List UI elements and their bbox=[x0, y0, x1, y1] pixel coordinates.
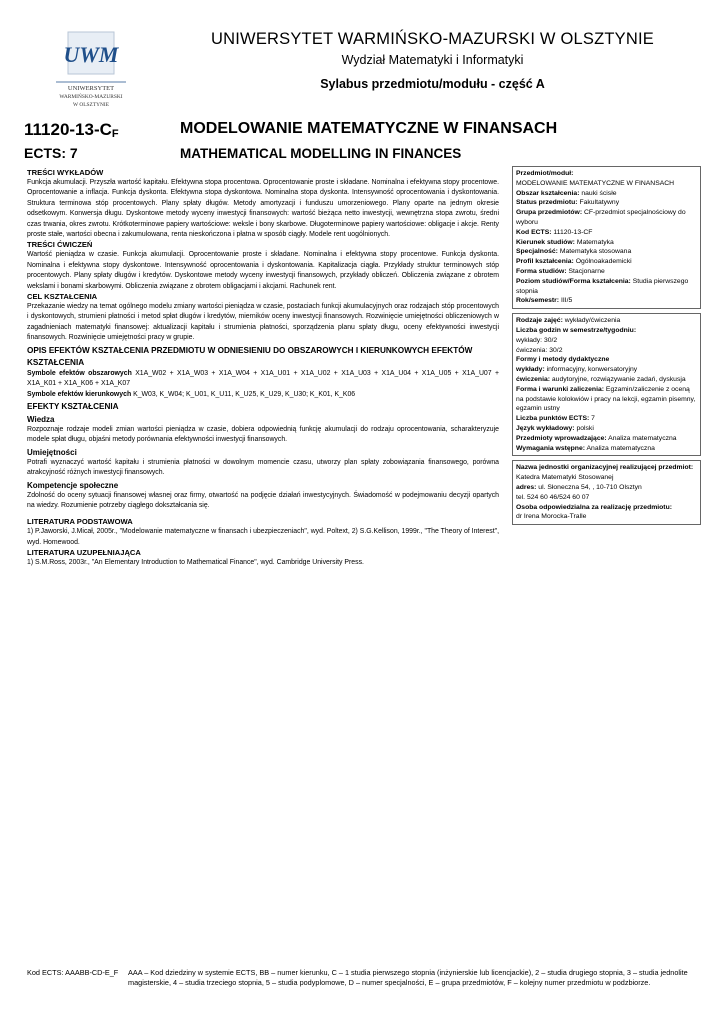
hours-exercise: ćwiczenia: 30/2 bbox=[516, 346, 563, 354]
course-info-sidebar bbox=[512, 166, 701, 529]
footer-code-format: Kod ECTS: AAABB-CD-E_F bbox=[27, 968, 119, 977]
exercise-heading: TREŚCI ĆWICZEŃ bbox=[27, 240, 93, 250]
exercise-text: Wartość pieniądza w czasie. Funkcja akumulacji. Oprocentowanie proste i składane. Nominalna i efektywna stopy procentowe. Funkcja dyskonta. Nominalna i efektywna stopy dyskontowe. Intensywność oprocentowania i dyskontowania. Kapitalizacja ciągła. Przykłady struktur terminowych stóp procentowych. Plany spłaty długów i kredytów. Dyskontowe metody wyceny inwestycji finansowych, przykłady obliczeń. Obliczenia związane z obrotem wekslami i bonami skarbowymi. Obliczenia związane z obrotem obligacjami i akcjami. Rachunek rent. bbox=[27, 251, 499, 290]
svg-text:W OLSZTYNIE: W OLSZTYNIE bbox=[73, 102, 109, 108]
social-competence-heading: Kompetencje społeczne bbox=[27, 480, 119, 490]
hours-lecture: wykłady: 30/2 bbox=[516, 336, 558, 344]
responsible-value: dr Irena Morocka-Tralle bbox=[516, 513, 587, 521]
unit-info-box bbox=[512, 460, 701, 525]
specialty-row: Specjalność: Matematyka stosowana bbox=[516, 248, 632, 256]
requirements-row: Wymagania wstępne: Analiza matematyczna bbox=[516, 444, 655, 452]
skills-heading: Umiejętności bbox=[27, 447, 77, 457]
year-semester-row: Rok/semestr: III/5 bbox=[516, 297, 573, 305]
classes-info-box bbox=[512, 313, 701, 456]
faculty-name: Wydział Matematyki i Informatyki bbox=[341, 53, 524, 67]
knowledge-heading: Wiedza bbox=[27, 414, 55, 424]
extra-literature-heading: LITERATURA UZUPEŁNIAJĄCA bbox=[27, 548, 141, 558]
extra-literature-text: 1) S.M.Ross, 2003r., "An Elementary Introduction to Mathematical Finance", wyd. Cambridge University Press. bbox=[27, 559, 364, 567]
course-title-pl: MODELOWANIE MATEMATYCZNE W FINANSACH bbox=[180, 120, 558, 137]
responsible-label: Osoba odpowiedzialna za realizację przedmiotu: bbox=[516, 503, 672, 511]
methods-label: Formy i metody dydaktyczne bbox=[516, 356, 610, 364]
subject-value: MODELOWANIE MATEMATYCZNE W FINANSACH bbox=[516, 179, 675, 187]
university-logo bbox=[48, 24, 134, 112]
knowledge-text: Rozpoznaje rodzaje modeli zmian wartości pieniądza w czasie, dobiera odpowiednią funkcję akumulacji do rodzaju oprocentowania, scharakteryzuje modele spłat długu, objaśni metody porównania efektywności inwestycji finansowych. bbox=[27, 425, 499, 444]
area-row: Obszar kształcenia: nauki ścisłe bbox=[516, 189, 617, 197]
hours-label: Liczba godzin w semestrze/tygodniu: bbox=[516, 326, 637, 334]
ects-points: ECTS: 7 bbox=[24, 145, 78, 161]
phone-row: tel. 524 60 46/524 60 07 bbox=[516, 493, 590, 501]
social-competence-text: Zdolność do oceny sytuacji finansowej własnej oraz firmy, otwartość na podjęcie działań inwestycyjnych. Świadomość w podejmowaniu decyzji opartych na wiedzy. Rozumienie potrzeby ciągłego dokształcania się. bbox=[27, 491, 499, 509]
goal-heading: CEL KSZTAŁCENIA bbox=[27, 292, 98, 302]
outcomes-description-heading: OPIS EFEKTÓW KSZTAŁCENIA PRZEDMIOTU W ODNIESIENIU DO OBSZAROWYCH I KIERUNKOWYCH EFEKTÓW KSZTAŁCENIA bbox=[27, 345, 473, 367]
unit-label: Nazwa jednostki organizacyjnej realizującej przedmiot: bbox=[516, 464, 694, 472]
svg-text:UWM: UWM bbox=[63, 42, 119, 67]
methods-lecture-row: wykłady: informacyjny, konwersatoryjny bbox=[516, 366, 638, 374]
ects-row: Liczba punktów ECTS: 7 bbox=[516, 415, 595, 423]
course-info-box bbox=[512, 166, 701, 309]
skills-text: Potrafi wyznaczyć wartość kapitału i strumienia płatności w dowolnym momencie czasu, utworzy plan spłaty zobowiązania finansowego, porówna atrakcyjność różnych inwestycji finansowych. bbox=[27, 458, 499, 477]
direction-row: Kierunek studiów: Matematyka bbox=[516, 238, 614, 246]
lecture-text: Funkcja akumulacji. Przyszła wartość kapitału. Efektywna stopa procentowa. Oprocentowanie proste i składane. Nominalna i efektywna stopy procentowe. Oprocentowanie a inflacja. Funkcja dyskonta. Efektywna stopa dyskontowa. Nominalna stopa dyskonta. Intensywność oprocentowania i dyskontowania. Struktura terminowa stóp procentowych. Plany spłaty długów. Metody amortyzacji i funduszu umorzeniowego. Plany oparte na jednym okresie odsetkowym. Konwersja długu. Dyskontowe metody wyceny inwestycji finansowych: wartość bieżąca netto inwestycji, wewnętrzna stopa zwrotu, średni czas trwania, okres zwrotu. Krótkoterminowe papiery wartościowe: weksle i bony skarbowe. Długoterminowe papiery wartościowe: obligacje i akcje. Renty proste stałe, wartości obecna i zakumulowana, renta nieskończona i płatna w sposób ciągły. Modele rent uogólnionych. bbox=[27, 179, 499, 239]
course-title-en: MATHEMATICAL MODELLING IN FINANCES bbox=[180, 146, 462, 161]
methods-exercise-row: ćwiczenia: audytoryjne, rozwiązywanie zadań, dyskusja bbox=[516, 375, 686, 383]
profile-row: Profil kształcenia: Ogólnoakademicki bbox=[516, 258, 632, 266]
study-level-row: Poziom studiów/Forma kształcenia: Studia pierwszego stopnia bbox=[516, 277, 689, 295]
intro-subjects-row: Przedmioty wprowadzające: Analiza matematyczna bbox=[516, 434, 677, 442]
area-symbols: Symbole efektów obszarowych X1A_W02 + X1A_W03 + X1A_W04 + X1A_U01 + X1A_U02 + X1A_U03 + X1A_U04 + X1A_U05 + X1A_U07 + X1A_K01 + X1A_K06 + X1A_K07 bbox=[27, 369, 499, 388]
direction-symbols: Symbole efektów kierunkowych K_W03, K_W04; K_U01, K_U11, K_U25, K_U29, K_U30; K_K01, K_K06 bbox=[27, 390, 356, 398]
svg-text:WARMIŃSKO-MAZURSKI: WARMIŃSKO-MAZURSKI bbox=[59, 94, 123, 100]
lecture-heading: TREŚCI WYKŁADÓW bbox=[27, 168, 104, 177]
study-form-row: Forma studiów: Stacjonarne bbox=[516, 267, 605, 275]
course-code: $11120-13-C_F$ bbox=[24, 120, 119, 140]
status-row: Status przedmiotu: Fakultatywny bbox=[516, 199, 620, 207]
group-row: Grupa przedmiotów: CF-przedmiot specjalnościowy do wyboru bbox=[516, 209, 686, 226]
main-content bbox=[27, 168, 499, 569]
outcomes-heading: EFEKTY KSZTAŁCENIA bbox=[27, 401, 119, 411]
subject-label: Przedmiot/moduł: bbox=[516, 170, 574, 177]
university-name: UNIWERSYTET WARMIŃSKO-MAZURSKI W OLSZTYNIE bbox=[211, 30, 654, 48]
language-row: Język wykładowy: polski bbox=[516, 424, 594, 432]
class-type-row: Rodzaje zajęć: wykłady/ćwiczenia bbox=[516, 317, 621, 325]
code-row: Kod ECTS: 11120-13-CF bbox=[516, 228, 593, 236]
svg-text:UNIWERSYTET: UNIWERSYTET bbox=[67, 85, 115, 92]
basic-literature-text: 1) P.Jaworski, J.Micał, 2005r., "Modelowanie matematyczne w finansach i ubezpieczeniach", wyd. Poltext, 2) S.G.Kellison, 1999r., "The Theory of Interest", wyd. Homewood. bbox=[27, 528, 499, 546]
unit-value: Katedra Matematyki Stosowanej bbox=[516, 474, 614, 482]
basic-literature-heading: LITERATURA PODSTAWOWA bbox=[27, 517, 133, 527]
address-row: adres: ul. Słoneczna 54, , 10-710 Olsztyn bbox=[516, 483, 642, 491]
syllabus-title: Sylabus przedmiotu/modułu - część A bbox=[320, 77, 545, 91]
assessment-row: Forma i warunki zaliczenia: Egzamin/zaliczenie z oceną na podstawie kolokwiów i pracy na lekcji, egzamin pisemny, egzamin ustny bbox=[516, 385, 696, 413]
footer-legend: AAA – Kod dziedziny w systemie ECTS, BB – numer kierunku, C – 1 studia pierwszego stopnia (inżynierskie lub licencjackie), 2 – studia drugiego stopnia, 3 – studia jednolite magisterskie, 4 – studia trzeciego stopnia, 5 – studia podyplomowe, D – numer specjalności, E – grupa przedmiotów, F – kolejny numer przedmiotu w podzbiorze. bbox=[128, 968, 688, 988]
goal-text: Przekazanie wiedzy na temat ogólnego modelu zmiany wartości pieniądza w czasie, postaciach funkcji akumulacyjnych oraz rodzajach stóp procentowych i dyskontowych, strumieni płatności i metod spłat długów i kredytów, mierników oceny inwestycji finansowych. Rozwinięcie umiejętności obliczeniowych w zagadnieniach matematyki finansowej: aktualizacji kapitału i strumienia płatności, sporządzenia planu spłaty długu, oceny efektywności inwestycji finansowych. Rozwinięcie umiejętności pracy w grupie. bbox=[27, 303, 499, 342]
